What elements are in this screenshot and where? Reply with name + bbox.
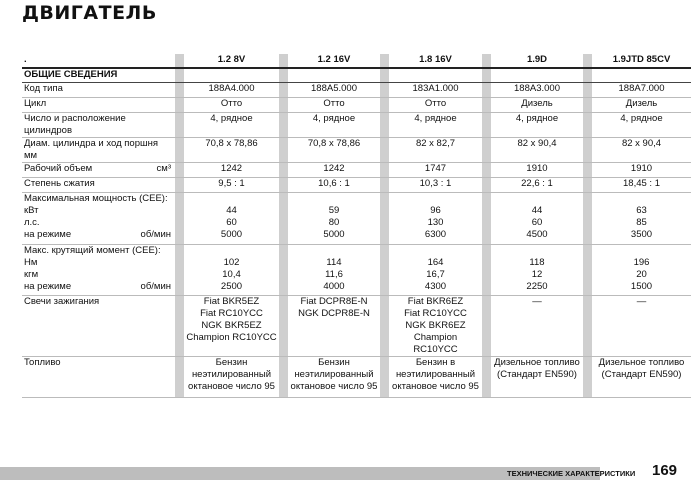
cell-line: 60: [531, 217, 543, 228]
value-cell: [184, 357, 279, 398]
row-label-title: Макс. крутящий момент (СЕЕ):: [24, 245, 161, 256]
engine-spec-table: [22, 54, 691, 398]
value-cell: 4, рядное: [389, 113, 482, 138]
value-cell: 188A7.000: [592, 83, 691, 98]
value-cell: 1242: [288, 163, 380, 178]
cell-line: 63: [636, 205, 647, 216]
value-cell: 82 x 90,4: [592, 138, 691, 163]
spec-row-cycle: [22, 98, 691, 113]
footer-section-label: ТЕХНИЧЕСКИЕ ХАРАКТЕРИСТИКИ: [507, 469, 636, 478]
cell-line: Champion RC10YCC: [413, 332, 458, 355]
spec-row-power: [22, 193, 691, 245]
row-unit: см³: [156, 163, 171, 174]
cell-line: Fiat RC10YCC: [404, 308, 467, 319]
value-cell: Отто: [389, 98, 482, 113]
spec-row-bore: [22, 138, 691, 163]
spec-row-code: [22, 83, 691, 98]
value-cell: 188A4.000: [184, 83, 279, 98]
cell-line: Fiat BKR5EZ: [203, 296, 260, 307]
engine-header: 1.2 8V: [184, 54, 279, 68]
value-cell: 22,6 : 1: [491, 178, 583, 193]
cell-line: 2250: [526, 281, 548, 292]
value-cell: [184, 296, 279, 357]
cell-line: 12: [531, 269, 543, 280]
value-cell: [389, 357, 482, 398]
spec-row-torque: [22, 245, 691, 296]
cell-line: 5000: [220, 229, 243, 240]
spec-row-compression: [22, 178, 691, 193]
row-label: [22, 163, 175, 178]
value-cell: 82 x 82,7: [389, 138, 482, 163]
spec-row-fuel: [22, 357, 691, 398]
cell-line: Бензин в: [415, 357, 456, 368]
cell-line: 59: [328, 205, 340, 216]
spec-row-cylinders: [22, 113, 691, 138]
cell-line: 6300: [424, 229, 447, 240]
row-label: Степень сжатия: [22, 178, 175, 193]
cell-line: —: [636, 296, 647, 307]
cell-line: 80: [328, 217, 340, 228]
cell-line: 5000: [323, 229, 345, 240]
cell-line: NGK BKR5EZ: [201, 320, 262, 331]
cell-line: Бензин: [215, 357, 248, 368]
row-label: Диам. цилиндра и ход поршня мм: [22, 138, 175, 163]
value-cell: 188A5.000: [288, 83, 380, 98]
cell-line: 114: [326, 257, 342, 268]
cell-line: (Стандарт EN590): [601, 369, 682, 380]
row-label: [22, 245, 175, 296]
value-cell: [491, 296, 583, 357]
value-cell: [288, 245, 380, 296]
row-sublabel: кВт: [24, 205, 39, 216]
cell-line: 10,4: [222, 269, 241, 280]
value-cell: [184, 245, 279, 296]
value-cell: 82 x 90,4: [491, 138, 583, 163]
cell-line: NGK DCPR8E-N: [298, 308, 370, 319]
value-cell: [491, 357, 583, 398]
value-cell: 18,45 : 1: [592, 178, 691, 193]
cell-line: 3500: [630, 229, 653, 240]
engine-header: 1.9D: [491, 54, 583, 68]
cell-line: 4000: [323, 281, 345, 292]
value-cell: [592, 296, 691, 357]
value-cell: 10,6 : 1: [288, 178, 380, 193]
cell-line: 11,6: [325, 269, 343, 280]
cell-line: 1500: [630, 281, 653, 292]
cell-line: Fiat BKR6EZ: [407, 296, 464, 307]
value-cell: [592, 245, 691, 296]
row-label-text: Рабочий объем: [24, 163, 93, 174]
engine-header: 1.8 16V: [389, 54, 482, 68]
cell-line: 16,7: [426, 269, 445, 280]
cell-line: (Стандарт EN590): [497, 369, 577, 380]
cell-line: неэтилированный: [395, 369, 476, 380]
cell-line: Fiat DCPR8E-N: [300, 296, 368, 307]
cell-line: Дизельное топливо: [598, 357, 685, 368]
section-header-general: ОБЩИЕ СВЕДЕНИЯ: [22, 68, 691, 83]
cell-line: Бензин: [318, 357, 350, 368]
page-number: 169: [652, 462, 678, 479]
value-cell: 1910: [592, 163, 691, 178]
page-footer: [0, 459, 694, 483]
value-cell: Дизель: [592, 98, 691, 113]
cell-line: неэтилированный: [191, 369, 272, 380]
cell-line: 96: [430, 205, 441, 216]
cell-line: 85: [636, 217, 647, 228]
cell-line: 130: [427, 217, 444, 228]
cell-line: 44: [531, 205, 543, 216]
value-cell: [288, 193, 380, 245]
cell-line: 164: [427, 257, 444, 268]
value-cell: [592, 357, 691, 398]
value-cell: 70,8 x 78,86: [184, 138, 279, 163]
value-cell: 188A3.000: [491, 83, 583, 98]
row-label-title: Максимальная мощность (СЕЕ):: [24, 193, 168, 204]
cell-line: октановое число 95: [290, 381, 378, 392]
engine-header: 1.2 16V: [288, 54, 380, 68]
cell-line: неэтилированный: [294, 369, 374, 380]
value-cell: 4, рядное: [491, 113, 583, 138]
value-cell: [288, 296, 380, 357]
engine-header: 1.9JTD 85CV: [592, 54, 691, 68]
cell-line: 102: [223, 257, 240, 268]
row-sublabel: кгм: [24, 269, 39, 280]
value-cell: Отто: [288, 98, 380, 113]
cell-line: 196: [633, 257, 650, 268]
row-sublabel: на режиме: [24, 281, 72, 292]
value-cell: 4, рядное: [288, 113, 380, 138]
cell-line: Fiat RC10YCC: [200, 308, 263, 319]
cell-line: NGK BKR6EZ: [405, 320, 466, 331]
row-label: Цикл: [22, 98, 175, 113]
value-cell: 1747: [389, 163, 482, 178]
value-cell: [592, 193, 691, 245]
cell-line: 20: [636, 269, 647, 280]
cell-line: октановое число 95: [188, 381, 275, 392]
cell-line: Дизельное топливо: [494, 357, 580, 368]
row-unit: об/мин: [140, 281, 171, 292]
value-cell: 4, рядное: [592, 113, 691, 138]
value-cell: 183A1.000: [389, 83, 482, 98]
row-label: Топливо: [22, 357, 175, 398]
row-label: [22, 193, 175, 245]
row-sublabel: л.с.: [24, 217, 40, 228]
row-label: Код типа: [22, 83, 175, 98]
header-marker: .: [22, 54, 175, 68]
cell-line: Champion RC10YCC: [186, 332, 277, 343]
value-cell: [389, 245, 482, 296]
value-cell: [389, 296, 482, 357]
value-cell: 1910: [491, 163, 583, 178]
page-title: ДВИГАТЕЛЬ: [22, 2, 157, 24]
value-cell: 4, рядное: [184, 113, 279, 138]
row-unit: об/мин: [140, 229, 171, 240]
value-cell: Дизель: [491, 98, 583, 113]
value-cell: Отто: [184, 98, 279, 113]
value-cell: 10,3 : 1: [389, 178, 482, 193]
row-sublabel: Нм: [24, 257, 38, 268]
cell-line: октановое число 95: [392, 381, 479, 392]
value-cell: 1242: [184, 163, 279, 178]
spec-row-displacement: [22, 163, 691, 178]
cell-line: 4500: [526, 229, 548, 240]
row-label: Свечи зажигания: [22, 296, 175, 357]
value-cell: [491, 245, 583, 296]
value-cell: 70,8 x 78,86: [288, 138, 380, 163]
value-cell: 9,5 : 1: [184, 178, 279, 193]
cell-line: 118: [529, 257, 545, 268]
value-cell: [389, 193, 482, 245]
cell-line: 44: [226, 205, 237, 216]
header-row: [22, 54, 691, 68]
spec-row-plugs: [22, 296, 691, 357]
cell-line: 2500: [220, 281, 243, 292]
cell-line: 4300: [424, 281, 447, 292]
cell-line: —: [532, 296, 542, 307]
value-cell: [184, 193, 279, 245]
row-sublabel: на режиме: [24, 229, 72, 240]
value-cell: [288, 357, 380, 398]
cell-line: 60: [226, 217, 237, 228]
value-cell: [491, 193, 583, 245]
row-label: Число и расположение цилиндров: [22, 113, 175, 138]
